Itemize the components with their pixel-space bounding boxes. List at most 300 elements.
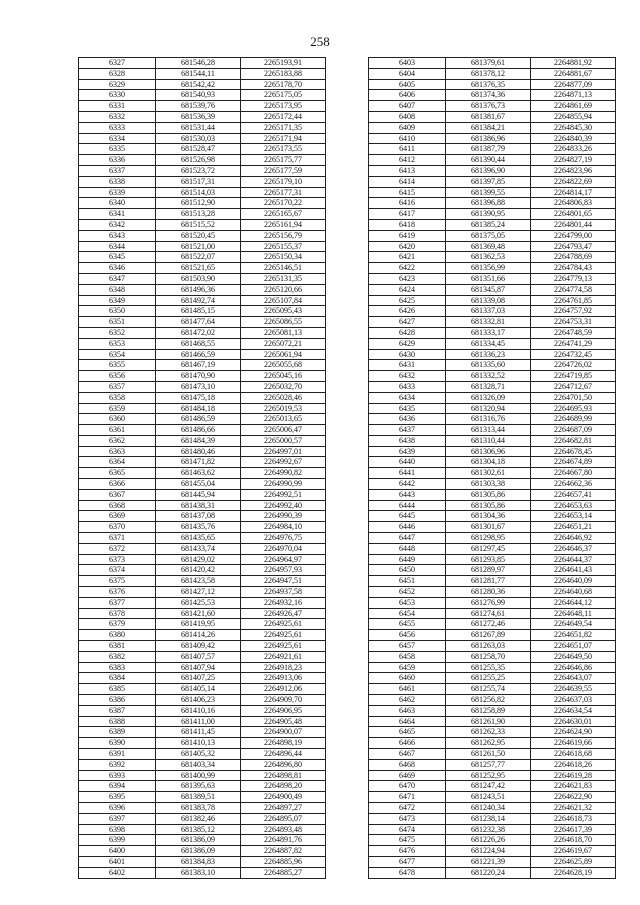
- point-number-cell: 6423: [369, 273, 446, 284]
- x-coordinate-cell: 681486,59: [156, 414, 241, 425]
- x-coordinate-cell: 681521,65: [156, 263, 241, 274]
- x-coordinate-cell: 681409,42: [156, 641, 241, 652]
- point-number-cell: 6426: [369, 306, 446, 317]
- table-row: [79, 414, 326, 425]
- y-coordinate-cell: 2264898,81: [241, 770, 326, 781]
- y-coordinate-cell: 2264957,93: [241, 565, 326, 576]
- y-coordinate-cell: 2264689,99: [531, 414, 616, 425]
- point-number-cell: 6400: [79, 846, 156, 857]
- x-coordinate-cell: 681369,48: [446, 241, 531, 252]
- point-number-cell: 6461: [369, 684, 446, 695]
- table-row: [369, 101, 616, 112]
- point-number-cell: 6396: [79, 802, 156, 813]
- x-coordinate-cell: 681512,90: [156, 198, 241, 209]
- point-number-cell: 6380: [79, 630, 156, 641]
- table-row: [369, 565, 616, 576]
- y-coordinate-cell: 2264757,92: [531, 306, 616, 317]
- table-row: [369, 727, 616, 738]
- y-coordinate-cell: 2264682,81: [531, 435, 616, 446]
- y-coordinate-cell: 2264806,83: [531, 198, 616, 209]
- point-number-cell: 6362: [79, 435, 156, 446]
- table-row: [369, 79, 616, 90]
- y-coordinate-cell: 2264628,19: [531, 867, 616, 878]
- y-coordinate-cell: 2264925,61: [241, 641, 326, 652]
- x-coordinate-cell: 681297,45: [446, 543, 531, 554]
- x-coordinate-cell: 681396,90: [446, 165, 531, 176]
- table-row: [369, 327, 616, 338]
- table-row: [369, 554, 616, 565]
- x-coordinate-cell: 681301,67: [446, 522, 531, 533]
- table-row: [79, 435, 326, 446]
- point-number-cell: 6327: [79, 58, 156, 69]
- table-row: [79, 500, 326, 511]
- y-coordinate-cell: 2264649,54: [531, 619, 616, 630]
- x-coordinate-cell: 681414,26: [156, 630, 241, 641]
- x-coordinate-cell: 681224,94: [446, 846, 531, 857]
- point-number-cell: 6350: [79, 306, 156, 317]
- y-coordinate-cell: 2264622,90: [531, 792, 616, 803]
- point-number-cell: 6433: [369, 381, 446, 392]
- y-coordinate-cell: 2265032,70: [241, 381, 326, 392]
- point-number-cell: 6335: [79, 144, 156, 155]
- table-row: [369, 587, 616, 598]
- point-number-cell: 6416: [369, 198, 446, 209]
- y-coordinate-cell: 2264649,50: [531, 651, 616, 662]
- point-number-cell: 6428: [369, 327, 446, 338]
- table-row: [79, 338, 326, 349]
- y-coordinate-cell: 2264695,93: [531, 403, 616, 414]
- x-coordinate-cell: 681399,55: [446, 187, 531, 198]
- point-number-cell: 6419: [369, 230, 446, 241]
- point-number-cell: 6466: [369, 738, 446, 749]
- y-coordinate-cell: 2264640,09: [531, 576, 616, 587]
- x-coordinate-cell: 681375,05: [446, 230, 531, 241]
- y-coordinate-cell: 2264990,39: [241, 511, 326, 522]
- x-coordinate-cell: 681485,15: [156, 306, 241, 317]
- x-coordinate-cell: 681540,93: [156, 90, 241, 101]
- table-row: [79, 565, 326, 576]
- x-coordinate-cell: 681521,00: [156, 241, 241, 252]
- point-number-cell: 6445: [369, 511, 446, 522]
- table-row: [79, 511, 326, 522]
- point-number-cell: 6408: [369, 111, 446, 122]
- y-coordinate-cell: 2264619,67: [531, 846, 616, 857]
- x-coordinate-cell: 681397,85: [446, 176, 531, 187]
- point-number-cell: 6390: [79, 738, 156, 749]
- point-number-cell: 6415: [369, 187, 446, 198]
- x-coordinate-cell: 681467,19: [156, 360, 241, 371]
- x-coordinate-cell: 681528,47: [156, 144, 241, 155]
- point-number-cell: 6456: [369, 630, 446, 641]
- table-row: [79, 263, 326, 274]
- table-row: [79, 457, 326, 468]
- table-row: [369, 284, 616, 295]
- y-coordinate-cell: 2264621,32: [531, 802, 616, 813]
- table-row: [79, 101, 326, 112]
- x-coordinate-cell: 681514,03: [156, 187, 241, 198]
- point-number-cell: 6381: [79, 641, 156, 652]
- coordinates-table-left: [78, 57, 326, 879]
- point-number-cell: 6374: [79, 565, 156, 576]
- x-coordinate-cell: 681539,76: [156, 101, 241, 112]
- table-row: [79, 58, 326, 69]
- point-number-cell: 6418: [369, 219, 446, 230]
- y-coordinate-cell: 2264885,96: [241, 856, 326, 867]
- y-coordinate-cell: 2265172,44: [241, 111, 326, 122]
- point-number-cell: 6331: [79, 101, 156, 112]
- x-coordinate-cell: 681298,95: [446, 533, 531, 544]
- point-number-cell: 6392: [79, 759, 156, 770]
- x-coordinate-cell: 681433,74: [156, 543, 241, 554]
- table-row: [369, 133, 616, 144]
- point-number-cell: 6473: [369, 813, 446, 824]
- x-coordinate-cell: 681226,26: [446, 835, 531, 846]
- point-number-cell: 6375: [79, 576, 156, 587]
- y-coordinate-cell: 2264674,89: [531, 457, 616, 468]
- table-row: [79, 176, 326, 187]
- table-row: [79, 446, 326, 457]
- point-number-cell: 6341: [79, 209, 156, 220]
- x-coordinate-cell: 681258,89: [446, 705, 531, 716]
- table-row: [79, 381, 326, 392]
- x-coordinate-cell: 681274,61: [446, 608, 531, 619]
- point-number-cell: 6369: [79, 511, 156, 522]
- point-number-cell: 6382: [79, 651, 156, 662]
- x-coordinate-cell: 681313,44: [446, 425, 531, 436]
- point-number-cell: 6438: [369, 435, 446, 446]
- point-number-cell: 6439: [369, 446, 446, 457]
- table-row: [79, 749, 326, 760]
- y-coordinate-cell: 2264990,99: [241, 479, 326, 490]
- table-row: [79, 759, 326, 770]
- y-coordinate-cell: 2265177,31: [241, 187, 326, 198]
- table-row: [369, 58, 616, 69]
- x-coordinate-cell: 681261,50: [446, 749, 531, 760]
- x-coordinate-cell: 681378,12: [446, 68, 531, 79]
- x-coordinate-cell: 681302,61: [446, 468, 531, 479]
- x-coordinate-cell: 681262,95: [446, 738, 531, 749]
- y-coordinate-cell: 2264992,67: [241, 457, 326, 468]
- x-coordinate-cell: 681438,31: [156, 500, 241, 511]
- point-number-cell: 6453: [369, 597, 446, 608]
- point-number-cell: 6429: [369, 338, 446, 349]
- point-number-cell: 6401: [79, 856, 156, 867]
- x-coordinate-cell: 681472,02: [156, 327, 241, 338]
- table-row: [79, 317, 326, 328]
- point-number-cell: 6368: [79, 500, 156, 511]
- x-coordinate-cell: 681522,07: [156, 252, 241, 263]
- x-coordinate-cell: 681238,14: [446, 813, 531, 824]
- point-number-cell: 6463: [369, 705, 446, 716]
- point-number-cell: 6430: [369, 349, 446, 360]
- x-coordinate-cell: 681546,28: [156, 58, 241, 69]
- table-row: [369, 349, 616, 360]
- y-coordinate-cell: 2265156,79: [241, 230, 326, 241]
- y-coordinate-cell: 2265000,57: [241, 435, 326, 446]
- y-coordinate-cell: 2264881,67: [531, 68, 616, 79]
- table-row: [369, 716, 616, 727]
- point-number-cell: 6468: [369, 759, 446, 770]
- point-number-cell: 6451: [369, 576, 446, 587]
- table-row: [79, 425, 326, 436]
- y-coordinate-cell: 2265171,35: [241, 122, 326, 133]
- table-row: [369, 856, 616, 867]
- point-number-cell: 6462: [369, 695, 446, 706]
- y-coordinate-cell: 2264774,58: [531, 284, 616, 295]
- y-coordinate-cell: 2264648,11: [531, 608, 616, 619]
- y-coordinate-cell: 2264912,06: [241, 684, 326, 695]
- y-coordinate-cell: 2264784,43: [531, 263, 616, 274]
- point-number-cell: 6446: [369, 522, 446, 533]
- table-row: [79, 792, 326, 803]
- point-number-cell: 6441: [369, 468, 446, 479]
- y-coordinate-cell: 2264701,50: [531, 392, 616, 403]
- x-coordinate-cell: 681480,46: [156, 446, 241, 457]
- y-coordinate-cell: 2265170,22: [241, 198, 326, 209]
- x-coordinate-cell: 681407,25: [156, 673, 241, 684]
- table-row: [369, 468, 616, 479]
- x-coordinate-cell: 681445,94: [156, 489, 241, 500]
- x-coordinate-cell: 681376,35: [446, 79, 531, 90]
- y-coordinate-cell: 2264618,70: [531, 835, 616, 846]
- x-coordinate-cell: 681261,90: [446, 716, 531, 727]
- point-number-cell: 6414: [369, 176, 446, 187]
- y-coordinate-cell: 2264741,29: [531, 338, 616, 349]
- y-coordinate-cell: 2265045,16: [241, 371, 326, 382]
- x-coordinate-cell: 681336,23: [446, 349, 531, 360]
- page-number: 258: [310, 34, 330, 49]
- y-coordinate-cell: 2265173,95: [241, 101, 326, 112]
- y-coordinate-cell: 2265161,94: [241, 219, 326, 230]
- table-row: [79, 856, 326, 867]
- point-number-cell: 6412: [369, 155, 446, 166]
- y-coordinate-cell: 2264900,07: [241, 727, 326, 738]
- y-coordinate-cell: 2264801,44: [531, 219, 616, 230]
- y-coordinate-cell: 2264651,21: [531, 522, 616, 533]
- y-coordinate-cell: 2264814,17: [531, 187, 616, 198]
- table-row: [79, 597, 326, 608]
- y-coordinate-cell: 2264905,48: [241, 716, 326, 727]
- x-coordinate-cell: 681281,77: [446, 576, 531, 587]
- x-coordinate-cell: 681486,66: [156, 425, 241, 436]
- point-number-cell: 6388: [79, 716, 156, 727]
- x-coordinate-cell: 681240,34: [446, 802, 531, 813]
- table-row: [79, 533, 326, 544]
- x-coordinate-cell: 681496,36: [156, 284, 241, 295]
- table-row: [369, 144, 616, 155]
- x-coordinate-cell: 681484,18: [156, 403, 241, 414]
- y-coordinate-cell: 2264887,82: [241, 846, 326, 857]
- table-row: [369, 90, 616, 101]
- x-coordinate-cell: 681386,09: [156, 846, 241, 857]
- table-row: [369, 673, 616, 684]
- table-row: [79, 198, 326, 209]
- table-row: [369, 273, 616, 284]
- table-row: [79, 846, 326, 857]
- table-row: [369, 198, 616, 209]
- point-number-cell: 6371: [79, 533, 156, 544]
- table-row: [79, 252, 326, 263]
- x-coordinate-cell: 681326,09: [446, 392, 531, 403]
- point-number-cell: 6377: [79, 597, 156, 608]
- point-number-cell: 6359: [79, 403, 156, 414]
- table-row: [79, 111, 326, 122]
- point-number-cell: 6329: [79, 79, 156, 90]
- x-coordinate-cell: 681257,77: [446, 759, 531, 770]
- y-coordinate-cell: 2265131,35: [241, 273, 326, 284]
- point-number-cell: 6347: [79, 273, 156, 284]
- point-number-cell: 6397: [79, 813, 156, 824]
- table-row: [369, 533, 616, 544]
- y-coordinate-cell: 2264840,39: [531, 133, 616, 144]
- x-coordinate-cell: 681484,39: [156, 435, 241, 446]
- y-coordinate-cell: 2264644,37: [531, 554, 616, 565]
- table-row: [369, 630, 616, 641]
- table-row: [369, 360, 616, 371]
- y-coordinate-cell: 2264992,40: [241, 500, 326, 511]
- table-row: [369, 695, 616, 706]
- table-row: [369, 68, 616, 79]
- table-row: [369, 651, 616, 662]
- x-coordinate-cell: 681390,95: [446, 209, 531, 220]
- y-coordinate-cell: 2264726,02: [531, 360, 616, 371]
- y-coordinate-cell: 2264667,80: [531, 468, 616, 479]
- y-coordinate-cell: 2264662,36: [531, 479, 616, 490]
- y-coordinate-cell: 2265175,77: [241, 155, 326, 166]
- x-coordinate-cell: 681337,03: [446, 306, 531, 317]
- y-coordinate-cell: 2264625,89: [531, 856, 616, 867]
- table-row: [79, 587, 326, 598]
- table-row: [369, 111, 616, 122]
- x-coordinate-cell: 681272,46: [446, 619, 531, 630]
- y-coordinate-cell: 2264799,00: [531, 230, 616, 241]
- table-row: [369, 802, 616, 813]
- table-row: [79, 641, 326, 652]
- point-number-cell: 6356: [79, 371, 156, 382]
- x-coordinate-cell: 681407,94: [156, 662, 241, 673]
- x-coordinate-cell: 681395,63: [156, 781, 241, 792]
- y-coordinate-cell: 2264932,16: [241, 597, 326, 608]
- table-row: [79, 273, 326, 284]
- x-coordinate-cell: 681262,33: [446, 727, 531, 738]
- table-row: [79, 630, 326, 641]
- x-coordinate-cell: 681333,17: [446, 327, 531, 338]
- x-coordinate-cell: 681475,18: [156, 392, 241, 403]
- point-number-cell: 6417: [369, 209, 446, 220]
- point-number-cell: 6420: [369, 241, 446, 252]
- x-coordinate-cell: 681400,99: [156, 770, 241, 781]
- y-coordinate-cell: 2265006,47: [241, 425, 326, 436]
- y-coordinate-cell: 2264906,95: [241, 705, 326, 716]
- y-coordinate-cell: 2265173,55: [241, 144, 326, 155]
- y-coordinate-cell: 2264678,45: [531, 446, 616, 457]
- table-row: [79, 522, 326, 533]
- x-coordinate-cell: 681423,58: [156, 576, 241, 587]
- table-row: [79, 403, 326, 414]
- y-coordinate-cell: 2265061,94: [241, 349, 326, 360]
- y-coordinate-cell: 2264651,82: [531, 630, 616, 641]
- y-coordinate-cell: 2265019,53: [241, 403, 326, 414]
- table-row: [369, 187, 616, 198]
- y-coordinate-cell: 2264624,90: [531, 727, 616, 738]
- point-number-cell: 6336: [79, 155, 156, 166]
- table-row: [369, 479, 616, 490]
- point-number-cell: 6458: [369, 651, 446, 662]
- point-number-cell: 6478: [369, 867, 446, 878]
- x-coordinate-cell: 681356,99: [446, 263, 531, 274]
- table-row: [369, 155, 616, 166]
- point-number-cell: 6365: [79, 468, 156, 479]
- y-coordinate-cell: 2265072,21: [241, 338, 326, 349]
- table-row: [369, 446, 616, 457]
- point-number-cell: 6442: [369, 479, 446, 490]
- x-coordinate-cell: 681429,02: [156, 554, 241, 565]
- point-number-cell: 6376: [79, 587, 156, 598]
- y-coordinate-cell: 2264822,69: [531, 176, 616, 187]
- table-row: [369, 543, 616, 554]
- point-number-cell: 6346: [79, 263, 156, 274]
- x-coordinate-cell: 681374,36: [446, 90, 531, 101]
- x-coordinate-cell: 681280,36: [446, 587, 531, 598]
- x-coordinate-cell: 681523,72: [156, 165, 241, 176]
- table-row: [79, 576, 326, 587]
- point-number-cell: 6406: [369, 90, 446, 101]
- y-coordinate-cell: 2264861,69: [531, 101, 616, 112]
- y-coordinate-cell: 2264891,76: [241, 835, 326, 846]
- x-coordinate-cell: 681405,32: [156, 749, 241, 760]
- y-coordinate-cell: 2264823,96: [531, 165, 616, 176]
- y-coordinate-cell: 2265081,13: [241, 327, 326, 338]
- table-row: [369, 759, 616, 770]
- y-coordinate-cell: 2265095,43: [241, 306, 326, 317]
- y-coordinate-cell: 2265107,84: [241, 295, 326, 306]
- x-coordinate-cell: 681396,88: [446, 198, 531, 209]
- x-coordinate-cell: 681256,82: [446, 695, 531, 706]
- x-coordinate-cell: 681531,44: [156, 122, 241, 133]
- point-number-cell: 6432: [369, 371, 446, 382]
- point-number-cell: 6349: [79, 295, 156, 306]
- table-row: [79, 727, 326, 738]
- point-number-cell: 6367: [79, 489, 156, 500]
- point-number-cell: 6449: [369, 554, 446, 565]
- x-coordinate-cell: 681389,51: [156, 792, 241, 803]
- x-coordinate-cell: 681520,45: [156, 230, 241, 241]
- y-coordinate-cell: 2264639,55: [531, 684, 616, 695]
- x-coordinate-cell: 681258,70: [446, 651, 531, 662]
- x-coordinate-cell: 681473,10: [156, 381, 241, 392]
- y-coordinate-cell: 2264779,13: [531, 273, 616, 284]
- table-row: [79, 187, 326, 198]
- table-row: [369, 576, 616, 587]
- x-coordinate-cell: 681407,57: [156, 651, 241, 662]
- point-number-cell: 6435: [369, 403, 446, 414]
- point-number-cell: 6460: [369, 673, 446, 684]
- table-row: [369, 209, 616, 220]
- x-coordinate-cell: 681435,76: [156, 522, 241, 533]
- point-number-cell: 6399: [79, 835, 156, 846]
- table-row: [79, 230, 326, 241]
- point-number-cell: 6407: [369, 101, 446, 112]
- y-coordinate-cell: 2264896,80: [241, 759, 326, 770]
- x-coordinate-cell: 681425,53: [156, 597, 241, 608]
- point-number-cell: 6352: [79, 327, 156, 338]
- table-row: [79, 673, 326, 684]
- table-row: [369, 792, 616, 803]
- point-number-cell: 6459: [369, 662, 446, 673]
- y-coordinate-cell: 2264827,19: [531, 155, 616, 166]
- y-coordinate-cell: 2265155,37: [241, 241, 326, 252]
- point-number-cell: 6355: [79, 360, 156, 371]
